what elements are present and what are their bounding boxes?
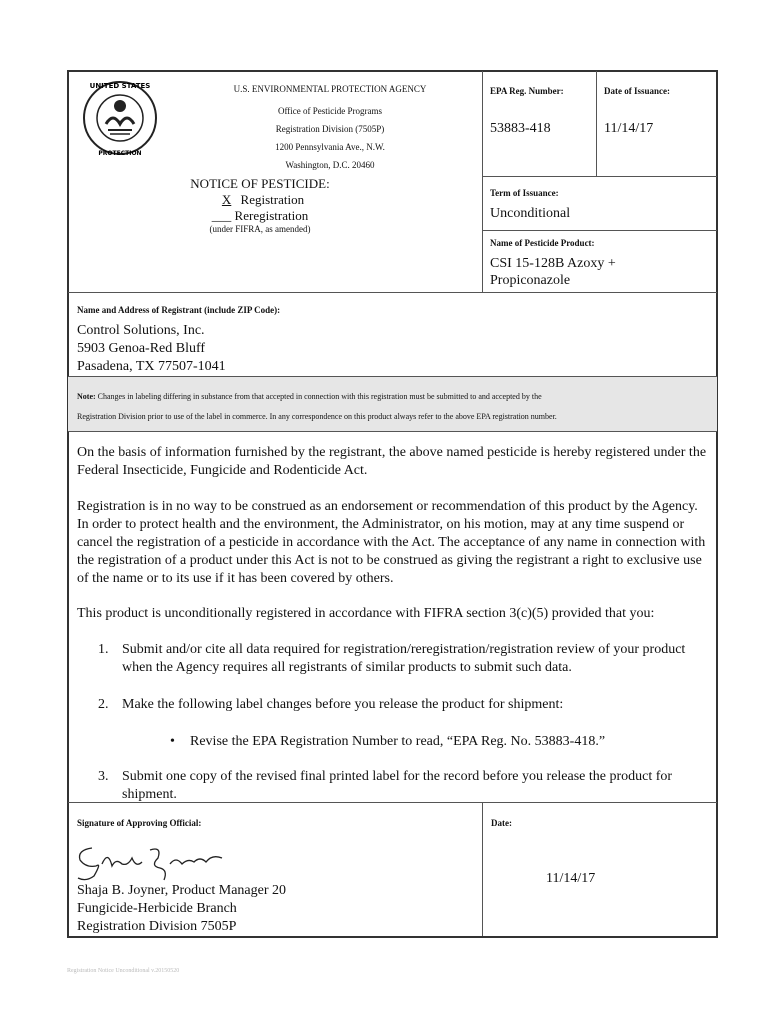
term-value: Unconditional [490,206,571,221]
reg-number-label: EPA Reg. Number: [490,86,564,96]
note-label: Note: [77,392,96,401]
registrant-city: Pasadena, TX 77507-1041 [77,359,226,374]
registrant-name: Control Solutions, Inc. [77,323,205,338]
fifra-note: (under FIFRA, as amended) [209,224,311,234]
footer-text: Registration Notice Unconditional v.20150520 [67,968,180,974]
condition-2-text: Make the following label changes before you release the product for shipment: [122,697,564,712]
handwritten-signature [72,836,232,886]
registration-label: Registration [240,192,305,207]
issuance-date-label: Date of Issuance: [604,86,670,96]
svg-text:PROTECTION: PROTECTION [98,150,142,157]
reg-number-value: 53883-418 [490,121,551,136]
reregistration-mark: ___ [211,208,232,223]
svg-text:UNITED STATES: UNITED STATES [89,82,151,90]
signer-division: Registration Division 7505P [77,919,237,934]
city-address: Washington, D.C. 20460 [285,160,375,170]
signer-branch: Fungicide-Herbicide Branch [77,901,237,916]
product-label: Name of Pesticide Product: [490,238,595,248]
notice-title: NOTICE OF PESTICIDE: [190,176,330,191]
condition-3-number: 3. [98,769,109,784]
office-name: Office of Pesticide Programs [277,106,383,116]
condition-3-text: Submit one copy of the revised final printed label for the record before you release the product for shipment. [122,769,673,802]
registrant-street: 5903 Genoa-Red Bluff [77,341,206,356]
registrant-label: Name and Address of Registrant (include ZIP Code): [77,305,281,315]
product-name-line1: CSI 15-128B Azoxy + [490,256,616,271]
condition-2-number: 2. [98,697,109,712]
condition-1-number: 1. [98,642,109,657]
issuance-date-value: 11/14/17 [604,121,654,136]
street-address: 1200 Pennsylvania Ave., N.W. [275,142,385,152]
reregistration-label: Reregistration [234,208,309,223]
division-name: Registration Division (7505P) [275,124,385,134]
date-label: Date: [491,818,512,828]
bullet-icon: • [170,734,175,749]
body-paragraph-1: On the basis of information furnished by the registrant, the above named pesticide is hereby registered under the Federal Insecticide, Fungicide and Rodenticide Act. [77,445,707,478]
agency-name: U.S. ENVIRONMENTAL PROTECTION AGENCY [233,84,427,94]
condition-1-text: Submit and/or cite all data required for registration/reregistration/registration review of your product when the Agency requires all registrants of similar products to submit such data. [122,642,686,675]
product-name-line2: Propiconazole [490,273,571,288]
body-paragraph-2: Registration is in no way to be construed as an endorsement or recommendation of this product by the Agency. In order to protect health and the environment, the Administrator, on his motion, may at any time suspend or cancel the registration of a pesticide in accordance with the Act. The acceptance of any name in connection with the registration of a product under this Act is not to be construed as giving the registrant a right to exclusive use of the name or to its use if it has been covered by others. [77,499,706,586]
signature-date: 11/14/17 [546,871,596,886]
signature-label: Signature of Approving Official: [77,818,202,828]
note-text-1: Changes in labeling differing in substance from that accepted in connection with this registration must be submitted to and accepted by the [97,392,542,401]
note-text-2: Registration Division prior to use of the label in commerce. In any correspondence on this product always refer to the above EPA registration number. [77,412,557,421]
registration-mark: X [221,192,232,207]
signer-name: Shaja B. Joyner, Product Manager 20 [77,883,287,898]
bullet-text: Revise the EPA Registration Number to read, “EPA Reg. No. 53883-418.” [190,734,606,749]
term-label: Term of Issuance: [490,188,559,198]
epa-seal [80,76,160,160]
body-paragraph-3: This product is unconditionally registered in accordance with FIFRA section 3(c)(5) provided that you: [77,606,655,621]
